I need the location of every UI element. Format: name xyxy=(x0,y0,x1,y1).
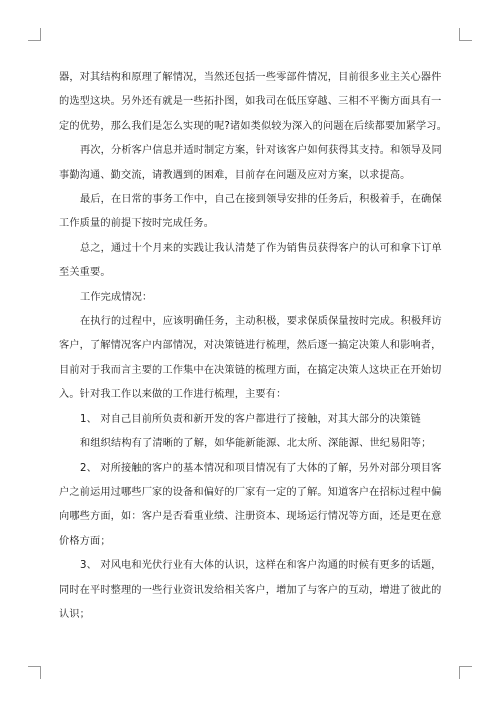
text-line: 最后，在日常的事务工作中，自己在接到领导安排的任务后，积极着手，在确保 xyxy=(80,194,442,206)
crop-mark-bottom-right xyxy=(459,666,472,679)
text-line: 向哪些方面，如：客户是否看重业绩、注册资本、现场运行情况等方面，还是更在意 xyxy=(59,511,442,523)
text-line: 同时在平时整理的一些行业资讯发给相关客户，增加了与客户的互动，增进了彼此的 xyxy=(59,584,442,596)
text-line: 户之前运用过哪些厂家的设备和偏好的厂家有一定的了解。知道客户在招标过程中偏 xyxy=(59,486,442,498)
text-line: 总之，通过十个月来的实践让我认清楚了作为销售员获得客户的认可和拿下订单 xyxy=(80,242,442,254)
text-line: 事勤沟通、勤交流，请教遇到的困难，目前存在问题及应对方案，以求提高。 xyxy=(59,169,411,181)
text-line: 2、 对所接触的客户的基本情况和项目情况有了大体的了解，另外对部分项目客 xyxy=(80,462,442,474)
crop-mark-top-left xyxy=(28,28,41,41)
text-line: 在执行的过程中，应该明确任务，主动积极，要求保质保量按时完成。积极拜访 xyxy=(80,316,442,328)
text-line: 工作质量的前提下按时完成任务。 xyxy=(59,218,215,230)
document-body xyxy=(59,66,447,627)
text-line: 工作完成情况： xyxy=(80,291,153,303)
text-line: 再次，分析客户信息并适时制定方案，针对该客户如何获得其支持。和领导及同 xyxy=(80,145,442,157)
text-line: 价格方面； xyxy=(59,535,111,547)
text-line: 至关重要。 xyxy=(59,267,111,279)
text-line: 器，对其结构和原理了解情况，当然还包括一些零部件情况，目前很多业主关心器件 xyxy=(59,72,442,83)
text-line: 认识； xyxy=(59,608,91,620)
crop-mark-top-right xyxy=(459,28,472,41)
text-line: 的选型这块。另外还有就是一些拓扑图，如我司在低压穿越、三相不平衡方面具有一 xyxy=(59,96,442,108)
text-line: 定的优势，那么我们是怎么实现的呢?诸如类似较为深入的问题在后续都要加紧学习。 xyxy=(59,120,447,132)
text-line: 3、 对风电和光伏行业有大体的认识，这样在和客户沟通的时候有更多的话题， xyxy=(80,560,442,572)
text-line: 和组织结构有了清晰的了解，如华能新能源、北太所、深能源、世纪易阳等； xyxy=(80,438,432,450)
text-line: 客户，了解情况客户内部情况，对决策链进行梳理，然后逐一搞定决策人和影响者， xyxy=(59,340,442,352)
text-line: 目前对于我而言主要的工作集中在决策链的梳理方面，在搞定决策人这块正在开始切 xyxy=(59,364,442,376)
crop-mark-bottom-left xyxy=(28,666,41,679)
text-line: 入。针对我工作以来做的工作进行梳理，主要有： xyxy=(59,389,287,401)
text-line: 1、 对自己目前所负责和新开发的客户都进行了接触，对其大部分的决策链 xyxy=(80,413,421,425)
